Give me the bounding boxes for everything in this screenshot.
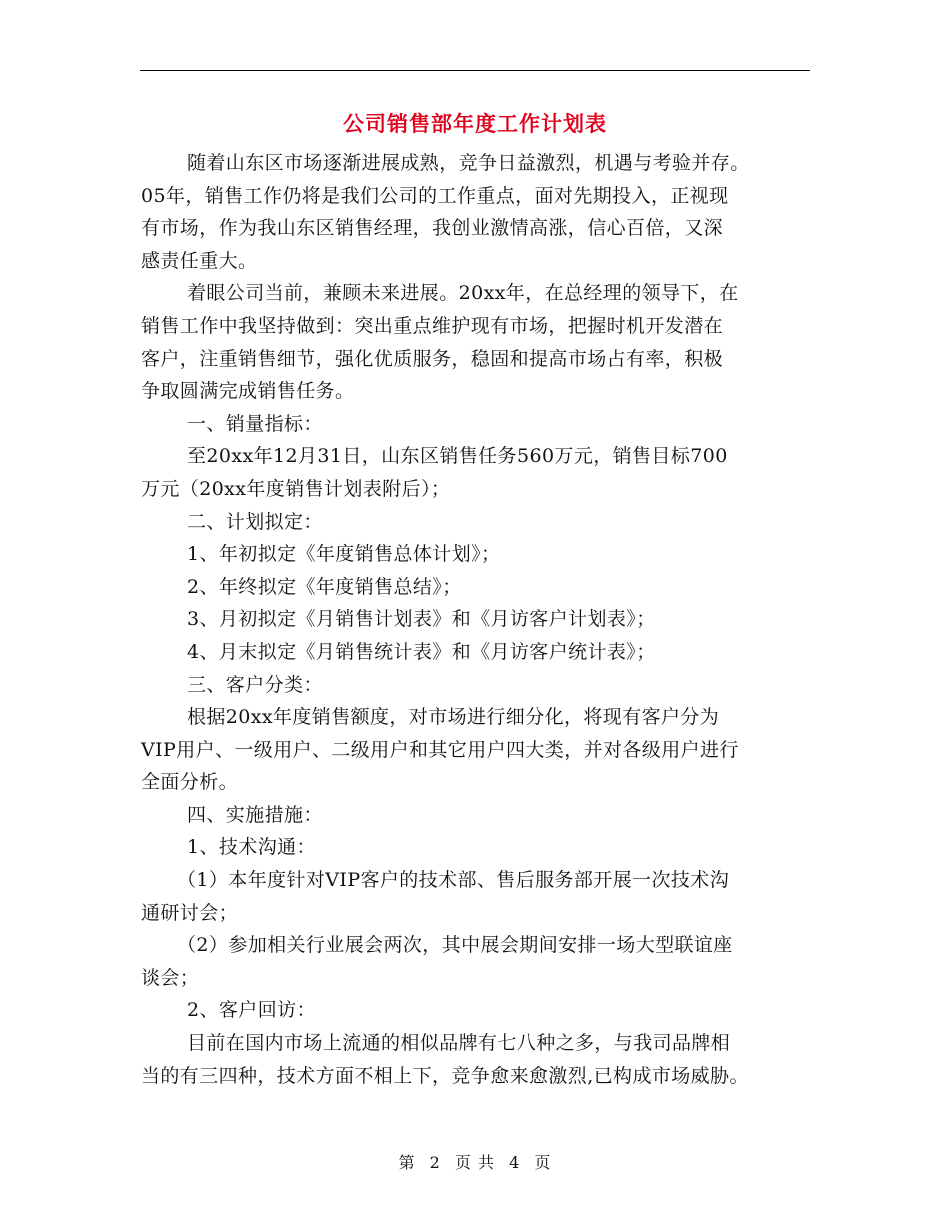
list-item: 4、月末拟定《月销售统计表》和《月访客户统计表》；: [187, 640, 656, 663]
list-item: 2、年终拟定《年度销售总结》；: [187, 575, 462, 598]
paragraph-line: 销售工作中我坚持做到：突出重点维护现有市场，把握时机开发潜在: [141, 314, 724, 337]
list-item: 1、年初拟定《年度销售总体计划》；: [187, 543, 501, 566]
footer-suffix: 页: [534, 1153, 552, 1172]
list-item: （2）参加相关行业展会两次，其中展会期间安排一场大型联谊座: [177, 934, 733, 957]
list-item: 3、月初拟定《月销售计划表》和《月访客户计划表》；: [187, 608, 656, 631]
paragraph-line: 谈会；: [141, 966, 200, 989]
paragraph-line: 争取圆满完成销售任务。: [141, 380, 355, 403]
section-heading: 一、销量指标：: [187, 412, 323, 435]
document-body: [141, 147, 813, 1092]
paragraph-line: 通研讨会；: [141, 901, 239, 924]
paragraph-line: 目前在国内市场上流通的相似品牌有七八种之多，与我司品牌相: [187, 1032, 731, 1055]
page-footer: [0, 1150, 950, 1173]
paragraph-line: 有市场，作为我山东区销售经理，我创业激情高涨，信心百倍，又深: [141, 217, 724, 240]
document-title: 公司销售部年度工作计划表: [343, 111, 607, 136]
sub-heading: 2、客户回访：: [187, 999, 316, 1022]
paragraph-line: 根据20xx年度销售额度，对市场进行细分化，将现有客户分为: [187, 706, 720, 729]
paragraph-line: 万元（20xx年度销售计划表附后）；: [141, 477, 451, 500]
paragraph-line: VIP用户、一级用户、二级用户和其它用户四大类，并对各级用户进行: [141, 738, 739, 761]
current-page-number: 2: [429, 1153, 441, 1172]
paragraph-line: 感责任重大。: [141, 249, 258, 272]
paragraph-line: 05年，销售工作仍将是我们公司的工作重点，面对先期投入，正视现: [141, 184, 729, 207]
paragraph-line: 着眼公司当前，兼顾未来进展。20xx年，在总经理的领导下，在: [187, 282, 739, 305]
footer-prefix: 第: [398, 1153, 416, 1172]
footer-middle: 页 共: [454, 1153, 496, 1172]
paragraph-line: 至20xx年12月31日，山东区销售任务560万元，销售目标700: [187, 445, 728, 468]
header-rule: [140, 70, 810, 71]
section-heading: 三、客户分类：: [187, 673, 323, 696]
total-pages-number: 4: [509, 1153, 521, 1172]
section-heading: 四、实施措施：: [187, 803, 323, 826]
section-heading: 二、计划拟定：: [187, 510, 323, 533]
paragraph-line: 客户，注重销售细节，强化优质服务，稳固和提高市场占有率，积极: [141, 347, 724, 370]
paragraph-line: 当的有三四种，技术方面不相上下，竞争愈来愈激烈,已构成市场威胁。: [141, 1064, 749, 1087]
paragraph-line: 全面分析。: [141, 771, 239, 794]
paragraph-line: 随着山东区市场逐渐进展成熟，竞争日益激烈，机遇与考验并存。: [187, 152, 750, 174]
sub-heading: 1、技术沟通：: [187, 836, 316, 859]
list-item: （1）本年度针对VIP客户的技术部、售后服务部开展一次技术沟: [177, 869, 730, 892]
